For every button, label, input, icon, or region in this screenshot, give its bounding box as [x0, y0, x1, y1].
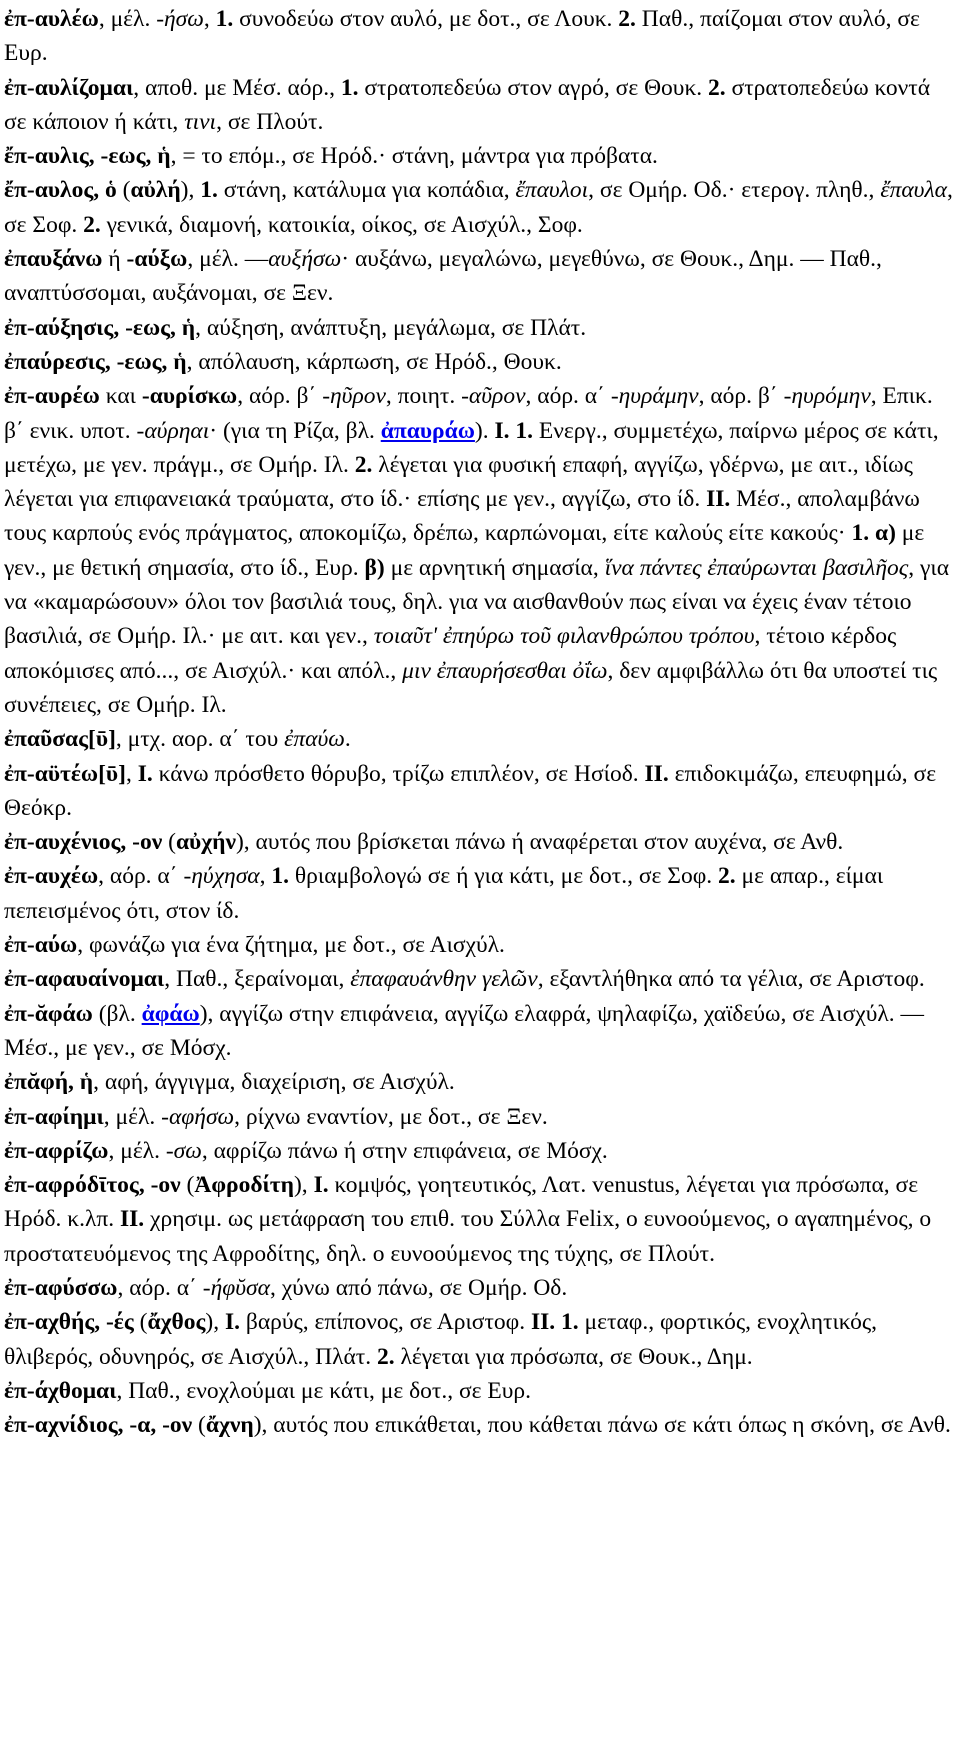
definition-text: , μτχ. αορ. α΄ του: [115, 726, 285, 753]
dictionary-entry: [4, 379, 954, 722]
definition-text: Ενεργ., συμμετέχω, παίρνω μέρος σε κάτι, μετέχω, με γεν. πράγμ., σε Ομήρ. Ιλ.: [4, 417, 939, 478]
headword-text: II. 1.: [530, 1309, 579, 1336]
definition-text: , χύνω από πάνω, σε Ομήρ. Οδ.: [269, 1274, 568, 1301]
dictionary-entry: [4, 242, 954, 311]
dictionary-entry: [4, 1100, 954, 1134]
definition-text: στρατοπεδεύω κοντά σε κάποιον ή κάτι,: [4, 74, 931, 135]
dictionary-entry: [4, 2, 954, 71]
definition-text: , μέλ.: [103, 1103, 162, 1130]
definition-text: , σε Ομήρ. Οδ.· ετερογ. πληθ.,: [588, 177, 881, 204]
headword-text: ἐπ-αφίημι: [4, 1103, 104, 1130]
headword-text: II.: [120, 1206, 145, 1233]
italic-text: -ηῦρον: [322, 383, 386, 410]
headword-text: -αυρίσκω: [141, 383, 238, 410]
headword-text: 2.: [708, 74, 726, 101]
definition-text: , αόρ. α΄: [98, 863, 184, 890]
headword-text: 2.: [83, 211, 101, 238]
cross-reference-link[interactable]: ἀπαυράω: [380, 417, 475, 444]
headword-text: ἐπαύρεσις, -εως, ἡ: [4, 348, 187, 375]
italic-text: αυξήσω: [268, 246, 342, 273]
headword-text: I. 1.: [494, 417, 534, 444]
headword-text: αὐχήν: [175, 829, 236, 856]
definition-text: , μέλ.: [108, 1137, 166, 1164]
headword-text: ἐπ-αφρόδῑτος, -ον: [4, 1172, 181, 1199]
headword-text: ἐπ-αυλίζομαι: [4, 74, 134, 101]
italic-text: -ηύχησα: [183, 863, 260, 890]
dictionary-entry: [4, 962, 954, 996]
headword-text: αὐλή: [130, 177, 181, 204]
definition-text: λέγεται για πρόσωπα, σε Θουκ., Δημ.: [394, 1343, 753, 1370]
definition-text: βαρύς, επίπονος, σε Αριστοφ.: [240, 1309, 531, 1336]
definition-text: (: [192, 1412, 206, 1439]
headword-text: 1.: [215, 6, 234, 32]
definition-text: ή: [102, 246, 127, 273]
italic-text: -ήφῠσα: [202, 1274, 270, 1301]
definition-text: και: [99, 383, 142, 410]
dictionary-entry: [4, 928, 954, 962]
headword-text: -αύξω: [126, 246, 188, 273]
definition-text: , Παθ., ενοχλούμαι με κάτι, με δοτ., σε Ευρ.: [116, 1377, 531, 1404]
definition-text: ,: [259, 863, 272, 890]
definition-text: · αυξάνω, μεγαλώνω, μεγεθύνω, σε Θουκ., Δημ. — Παθ., αναπτύσσομαι, αυξάνομαι, σε Ξεν.: [4, 246, 882, 307]
definition-text: θριαμβολογώ σε ή για κάτι, με δοτ., σε Σοφ.: [289, 863, 719, 890]
definition-text: , αόρ. α΄: [525, 383, 611, 410]
dictionary-entry: [4, 173, 954, 242]
definition-text: , Παθ., ξεραίνομαι,: [164, 966, 351, 993]
italic-text: -αῦρον: [461, 383, 526, 410]
italic-text: -αφήσω: [161, 1103, 235, 1130]
headword-text: ἐπ-αύξησις, -εως, ἡ: [4, 314, 196, 341]
definition-text: , ρίχνω εναντίον, με δοτ., σε Ξεν.: [234, 1103, 548, 1130]
definition-text: επιδοκιμάζω, επευφημώ, σε Θεόκρ.: [4, 760, 937, 821]
definition-text: , φωνάζω για ένα ζήτημα, με δοτ., σε Αισχύλ.: [77, 932, 505, 959]
definition-text: (: [116, 177, 131, 204]
headword-text: ἐπ-άχθομαι: [4, 1377, 117, 1404]
headword-text: ἔπ-αυλις, -εως, ἡ: [4, 143, 171, 170]
headword-text: 1.: [340, 74, 359, 101]
dictionary-entry: [4, 722, 954, 756]
dictionary-entry: [4, 1168, 954, 1271]
italic-text: -σω: [165, 1137, 202, 1164]
definition-text: , Επικ. β΄ ενικ. υποτ.: [4, 383, 933, 444]
definition-text: κομψός, γοητευτικός, Λατ. venustus, λέγεται για πρόσωπα, σε Ηρόδ. κ.λπ.: [4, 1172, 919, 1233]
headword-text: I.: [224, 1309, 240, 1336]
definition-text: ,: [125, 760, 138, 787]
definition-text: ).: [474, 417, 495, 444]
italic-text: ἐπαύω: [284, 726, 345, 753]
definition-text: με γεν., με θετική σημασία, στο ίδ., Ευρ.: [4, 520, 925, 581]
cross-reference-link[interactable]: ἀφάω: [141, 1000, 200, 1027]
definition-text: , αφρίζω πάνω ή στην επιφάνεια, σε Μόσχ.: [201, 1137, 608, 1164]
dictionary-entry: [4, 1134, 954, 1168]
headword-text: ἐπ-αυχένιος, -ον: [4, 829, 163, 856]
dictionary-entry: [4, 311, 954, 345]
headword-text: II.: [706, 486, 731, 513]
definition-text: Παθ., παίζομαι στον αυλό, σε Ευρ.: [4, 6, 920, 67]
headword-text: ἐπ-αϋτέω[ῡ]: [4, 760, 126, 787]
headword-text: ἐπ-αχθής, -ές: [4, 1309, 134, 1336]
headword-text: ἐπ-ᾰφάω: [4, 1000, 93, 1027]
headword-text: ἐπ-αφρίζω: [4, 1137, 109, 1164]
headword-text: 2.: [718, 863, 736, 890]
definition-text: , αόρ. β΄: [698, 383, 784, 410]
italic-text: -ήσω: [156, 6, 204, 32]
dictionary-entry: [4, 345, 954, 379]
headword-text: ἐπ-αυρέω: [4, 383, 100, 410]
headword-text: β): [364, 554, 385, 581]
definition-text: (βλ.: [92, 1000, 142, 1027]
italic-text: ἐπαφαυάνθην γελῶν: [350, 966, 538, 993]
definition-text: κάνω πρόσθετο θόρυβο, τρίζω επιπλέον, σε Ησίοδ.: [152, 760, 645, 787]
headword-text: ἄχθος: [147, 1309, 206, 1336]
definition-text: λέγεται για φυσική επαφή, αγγίζω, γδέρνω, με αιτ., ιδίως λέγεται για επιφανειακά τραύματα, στο ίδ.· επίσης με γεν., αγγίζω, στο ίδ.: [4, 451, 913, 513]
italic-text: τινι: [184, 108, 217, 135]
headword-text: 2.: [376, 1343, 395, 1370]
definition-text: (: [162, 829, 176, 856]
italic-text: ἔπαυλοι: [515, 177, 589, 204]
italic-text: ἵνα πάντες ἐπαύρωνται βασιλῆος: [604, 554, 909, 581]
definition-text: ), αυτός που βρίσκεται πάνω ή αναφέρεται στον αυχένα, σε Ανθ.: [235, 829, 844, 856]
headword-text: ἐπ-αφαυαίνομαι: [4, 966, 165, 993]
headword-text: ἐπᾰφή, ἡ: [4, 1069, 94, 1096]
italic-text: -ηυράμην: [610, 383, 699, 410]
headword-text: Ἀφροδίτη: [194, 1172, 294, 1199]
italic-text: -αύρηαι: [136, 417, 210, 444]
definition-text: , σε Πλούτ.: [216, 108, 324, 135]
definition-text: ),: [205, 1309, 225, 1336]
dictionary-entry: [4, 859, 954, 928]
definition-text: ,: [203, 6, 216, 32]
definition-text: , απόλαυση, κάρπωση, σε Ηρόδ., Θουκ.: [186, 348, 562, 375]
headword-text: ἐπαῦσας[ῡ]: [4, 726, 116, 753]
dictionary-entry: [4, 1271, 954, 1305]
headword-text: 2.: [618, 6, 636, 32]
definition-text: , αύξηση, ανάπτυξη, μεγάλωμα, σε Πλάτ.: [195, 314, 587, 341]
headword-text: ἔπ-αυλος, ὁ: [4, 177, 117, 204]
definition-text: , για να «καμαρώσουν» όλοι τον βασιλιά τους, δηλ. για να αισθανθούν πως είναι να έχεις έναν τέτοιο βασιλιά, σε Ομήρ. Ιλ.· με αιτ. και γεν.,: [4, 554, 950, 650]
headword-text: 2.: [354, 451, 373, 478]
definition-text: , μέλ. —: [187, 246, 269, 273]
italic-text: ἔπαυλα: [880, 177, 947, 204]
definition-text: Μέσ., απολαμβάνω τους καρπούς ενός πράγματος, αποκομίζω, δρέπω, καρπώνομαι, είτε καλούς είτε κακούς·: [4, 486, 920, 547]
definition-text: , αόρ. α΄: [117, 1274, 203, 1301]
italic-text: μιν ἐπαυρήσεσθαι ὀΐω: [402, 657, 608, 684]
definition-text: (: [133, 1309, 148, 1336]
definition-text: , αόρ. β΄: [237, 383, 323, 410]
definition-text: · (για τη Ρίζα, βλ.: [209, 417, 381, 444]
definition-text: (: [180, 1172, 195, 1199]
headword-text: I.: [137, 760, 153, 787]
definition-text: , = το επόμ., σε Ηρόδ.· στάνη, μάντρα για πρόβατα.: [170, 143, 658, 170]
dictionary-entry: [4, 1408, 954, 1442]
headword-text: 1. α): [851, 520, 896, 547]
definition-text: ), αυτός που επικάθεται, που κάθεται πάνω σε κάτι όπως η σκόνη, σε Ανθ.: [253, 1412, 951, 1439]
definition-text: στάνη, κατάλυμα για κοπάδια,: [217, 177, 516, 204]
headword-text: ἄχνη: [205, 1412, 254, 1439]
italic-text: -ηυρόμην: [783, 383, 871, 410]
definition-text: , τέτοιο κέρδος αποκόμισες από..., σε Αισχύλ.· και απόλ.,: [4, 623, 897, 684]
dictionary-entry: [4, 71, 954, 140]
headword-text: 1.: [200, 177, 218, 204]
definition-text: μεταφ., φορτικός, ενοχλητικός, θλιβερός, οδυνηρός, σε Αισχύλ., Πλάτ.: [4, 1309, 878, 1370]
definition-text: ), αγγίζω στην επιφάνεια, αγγίζω ελαφρά, ψηλαφίζω, χαϊδεύω, σε Αισχύλ. — Μέσ., με γεν., σε Μόσχ.: [4, 1000, 925, 1061]
dictionary-entry: [4, 139, 954, 173]
headword-text: ἐπ-αχνίδιος, -α, -ον: [4, 1412, 193, 1439]
definition-text: στρατοπεδεύω στον αγρό, σε Θουκ.: [358, 74, 709, 101]
dictionary-entry: [4, 1065, 954, 1099]
definition-text: χρησιμ. ως μετάφραση του επιθ. του Σύλλα Felix, ο ευνοούμενος, ο αγαπημένος, ο προστατευόμενος της Αφροδίτης, δηλ. ο ευνοούμενος της τύχης, σε Πλούτ.: [4, 1206, 932, 1267]
dictionary-entry: [4, 997, 954, 1066]
definition-text: , ποιητ.: [385, 383, 462, 410]
definition-text: .: [344, 726, 351, 753]
headword-text: ἐπ-αυλέω: [4, 6, 99, 32]
definition-text: με απαρ., είμαι πεπεισμένος ότι, στον ίδ.: [4, 863, 884, 924]
definition-text: ),: [180, 177, 201, 204]
definition-text: , αποθ. με Μέσ. αόρ.,: [133, 74, 341, 101]
definition-text: συνοδεύω στον αυλό, με δοτ., σε Λουκ.: [233, 6, 619, 32]
dictionary-entry: [4, 825, 954, 859]
italic-text: τοιαῦτ' ἐπηύρω τοῦ φιλανθρώπου τρόπου: [373, 623, 755, 650]
definition-text: , μέλ.: [98, 6, 157, 32]
headword-text: 1.: [271, 863, 290, 890]
headword-text: ἐπ-αυχέω: [4, 863, 99, 890]
headword-text: I.: [313, 1172, 329, 1199]
headword-text: ἐπαυξάνω: [4, 246, 103, 273]
dictionary-entry: [4, 1305, 954, 1374]
definition-text: ),: [293, 1172, 314, 1199]
definition-text: , εξαντλήθηκα από τα γέλια, σε Αριστοφ.: [537, 966, 925, 993]
definition-text: , σε Σοφ.: [4, 177, 953, 238]
definition-text: , αφή, άγγιγμα, διαχείριση, σε Αισχύλ.: [93, 1069, 455, 1096]
dictionary-entry: [4, 757, 954, 826]
definition-text: , δεν αμφιβάλλω ότι θα υποστεί τις συνέπειες, σε Ομήρ. Ιλ.: [4, 657, 938, 718]
definition-text: με αρνητική σημασία,: [384, 554, 605, 581]
headword-text: II.: [644, 760, 669, 787]
headword-text: ἐπ-αύω: [4, 932, 78, 959]
definition-text: γενικά, διαμονή, κατοικία, οίκος, σε Αισχύλ., Σοφ.: [100, 211, 583, 238]
dictionary-entry: [4, 1374, 954, 1408]
headword-text: ἐπ-αφύσσω: [4, 1274, 118, 1301]
